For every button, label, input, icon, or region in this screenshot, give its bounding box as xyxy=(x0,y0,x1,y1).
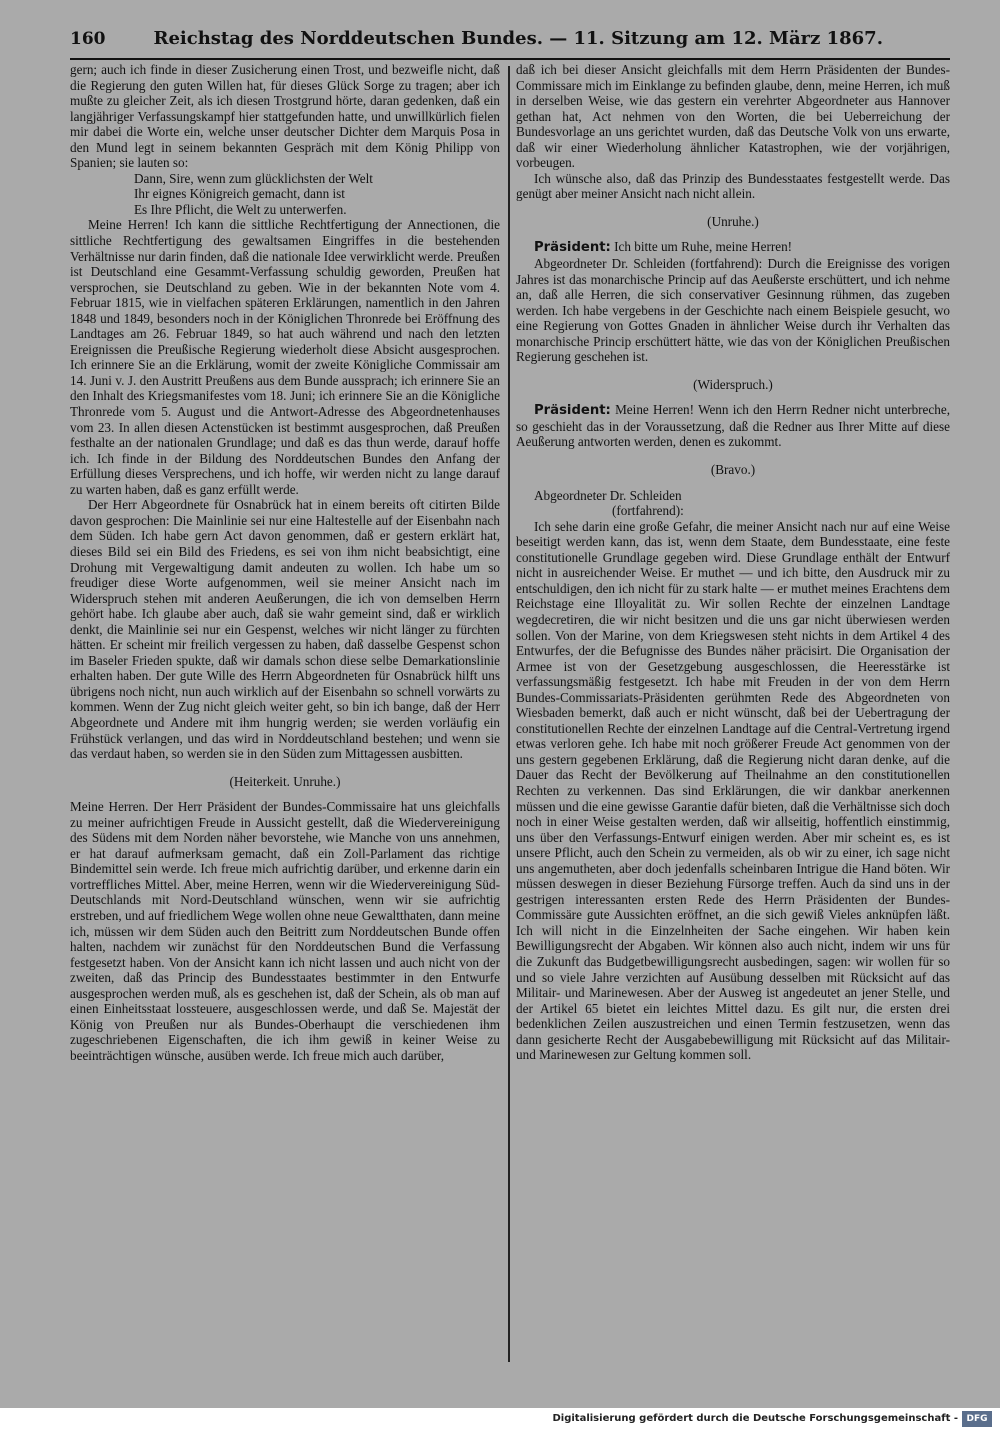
stage-direction: (Bravo.) xyxy=(710,462,756,478)
verse-line: Ihr eignes Königreich gemacht, dann ist xyxy=(134,186,345,202)
speaker-name: Präsident: xyxy=(534,240,611,256)
speaker-name: Präsident: xyxy=(534,403,611,419)
body-paragraph: Abgeordneter Dr. Schleiden xyxy=(534,487,682,503)
body-paragraph: Ich sehe darin eine große Gefahr, die meiner Ansicht nach nur auf eine Weise beseitigt werden kann, das ist, wenn dem Staate, dem Bundesstaate, eine feste constitutionelle Grundlage gegeben wird. Diese Grundlage enthält der Entwurf nicht in ausreichender Weise. Er muthet — und ich bitte, den Ausdruck mir zu entschuldigen, den ich nicht für zu stark halte — er muthet meines Erachtens dem Reichstage eine Illoyalität zu. Wir sollen Rechte der einzelnen Landtage wegdecretiren, die wir nicht besitzen und die uns gar nicht überwiesen werden sollen. Von der Marine, von dem Kriegswesen steht nichts in dem Artikel 4 des Entwurfes, der die Befugnisse des Bundes näher präcisirt. Die Organisation der Armee ist von der Gesetzgebung ausgeschlossen, die Heeresstärke ist verfassungsmäßig festgesetzt. Ich habe mit Freuden in der von dem Herrn Bundes-Commissariats-Präsidenten gerühmten Rede des Abgeordneten von Wiesbaden bemerkt, daß auch er nicht wünscht, daß bei der Uebertragung der constitutionellen Rechte der einzelnen Landtage auf die Central-Vertretung irgend etwas verloren gehe. Ich habe mit noch größerer Freude Act genommen von der uns gestern gegebenen Erklärung, daß die Regierung nicht daran denke, auf die Dauer das Recht der Bevölkerung auf Theilnahme an den constitutionellen Rechten zu verkennen. Das sind Erklärungen, die wir dankbar anerkennen müssen und die eine gewisse Garantie dafür bieten, daß die Verhältnisse sich doch noch in einer Weise gestalten werden, daß wir allseitig, hoffentlich einstimmig, uns über den Verfassungs-Entwurf einigen werden. Aber mir scheint es, es ist unsere Pflicht, auch den Schein zu vermeiden, als ob wir zu einer, ich sage nicht uns angemutheten, aber doch jedenfalls scheinbaren Intrigue die Hand böten. Wir müssen deswegen in dieser Beziehung Fürsorge treffen. Auch da sind uns in der gestrigen interessanten ersten Rede des Herrn Präsidenten der Bundes-Commissäre gute Aussichten eröffnet, an die sich gewiß Vieles anknüpfen läßt. Ich will nicht in die Einzelnheiten der Sache eingehen. Wir haben kein Bewilligungsrecht der Abgaben. Wir können also auch nicht, indem wir uns für die Zukunft das Budgetbewilligungsrecht ausbedingen, sagen: wir wollen für so und so viele Jahre verzichten auf Ausübung desselben mit Rücksicht auf das Militair- und Marinewesen. Aber der Ausweg ist angedeutet an jener Stelle, und der Artikel 65 bietet ein leichtes Mittel dazu. Es gilt nur, die ersten drei bedenklichen Zeilen auszustreichen und einen Termin festzusetzen, wenn das dann gesicherte Recht der Ausgabebewilligung mit Rücksicht auf das Militair- und Marinewesen zur Geltung kommen soll. xyxy=(516,518,950,1063)
speech-paragraph xyxy=(516,402,950,450)
body-paragraph: Abgeordneter Dr. Schleiden (fortfahrend): Durch die Ereignisse des vorigen Jahres ist das monarchische Princip auf das Aeußerste erschüttert, und ich nehme an, daß alle Herren, die sich conservativer Gesinnung rühmen, das zugeben werden. Ich habe vergebens in der Geschichte nach einem Beispiele gesucht, wo eine Regierung von Gottes Gnaden in ähnlicher Weise durch ihr Verhalten das monarchische Princip erschüttert hätte, wie das von der Königlichen Preußischen Regierung geschehen ist. xyxy=(516,256,950,365)
column-divider xyxy=(508,66,510,1362)
speech-text: Meine Herren! Wenn ich den Herrn Redner nicht unterbreche, so geschieht das in der Voraussetzung, daß die Redner aus Ihrer Mitte auf diese Aeußerung antworten werden, denen es zukommt. xyxy=(516,402,950,450)
body-paragraph: Ich wünsche also, daß das Prinzip des Bundesstaates festgestellt werde. Das genügt aber meiner Ansicht nach nicht allein. xyxy=(516,170,950,202)
stage-direction: (Heiterkeit. Unruhe.) xyxy=(229,773,341,789)
body-paragraph: daß ich bei dieser Ansicht gleichfalls mit dem Herrn Präsidenten der Bundes-Commissare mich im Einklange zu befinden glaube, denn, meine Herren, ich muß in derselben Weise, wie das gestern ein verehrter Abgeordneter aus Hannover gethan hat, Act nehmen von den Worten, die bei Ueberreichung der Bundesvorlage an uns gerichtet wurden, daß das Deutsche Volk von uns erwarte, daß wir einer Wiederholung ähnlicher Katastrophen, wie der vorjährigen, vorbeugen. xyxy=(516,62,950,171)
body-paragraph: Meine Herren! Ich kann die sittliche Rechtfertigung der Annectionen, die sittliche Rechtfertigung des gewaltsamen Eingriffes in die bestehenden Verhältnisse nur darin finden, daß die nationale Idee verwirklicht werde. Preußen ist Deutschland eine Gesammt-Verfassung schuldig geworden, Preußen hat versprochen, sie Deutschland zu geben. Wie in der bekannten Note vom 4. Februar 1815, wie in vielfachen späteren Erklärungen, namentlich in den Jahren 1848 und 1849, besonders noch in der Königlichen Thronrede bei Eröffnung des Landtages am 26. Februar 1849, so hat auch während und nach den letzten Ereignissen die Preußische Regierung wiederholt diese Absicht ausgesprochen. Ich erinnere Sie an die Erklärung, womit der zweite Königliche Commissair am 14. Juni v. J. den Austritt Preußens aus dem Bunde aussprach; ich erinnere Sie an den Inhalt des Kriegsmanifestes vom 18. Juni; ich erinnere Sie an die Königliche Thronrede vom 5. August und die Antwort-Adresse des Abgeordnetenhauses vom 23. In allen diesen Actenstücken ist bestimmt ausgesprochen, daß Preußen festhalte an der nationalen Grundlage; und daß es das thun werde, darauf hoffe ich. Ich finde in der Bildung des Norddeutschen Bundes den Anfang der Erfüllung dieses Versprechens, und ich hoffe, wir werden nicht zu lange darauf zu warten haben, daß es ganz erfüllt werde. xyxy=(70,217,500,497)
left-column xyxy=(70,62,500,1063)
speech-text: Ich bitte um Ruhe, meine Herren! xyxy=(614,239,793,255)
indented-line: (fortfahrend): xyxy=(612,503,684,519)
footer-credit: Digitalisierung gefördert durch die Deutsche Forschungsgemeinschaft - xyxy=(552,1413,958,1424)
verse-line: Es Ihre Pflicht, die Welt zu unterwerfen. xyxy=(134,201,347,217)
stage-direction: (Unruhe.) xyxy=(707,213,759,229)
right-column xyxy=(516,62,950,1063)
speech-paragraph xyxy=(516,239,950,256)
running-head xyxy=(70,28,950,60)
page-number: 160 xyxy=(70,29,106,49)
body-paragraph: Der Herr Abgeordnete für Osnabrück hat in einem bereits oft citirten Bilde davon gesprochen: Die Mainlinie sei nur eine Haltestelle auf der Eisenbahn nach dem Süden. Ich habe gern Act davon genommen, daß er gestern erklärt hat, dieses Bild sei ein Bild des Friedens, es sei von ihm nicht beabsichtigt, eine Drohung mit Vergewaltigung damit andeuten zu wollen. Ich habe um so freudiger diese Worte aufgenommen, weil sie meiner Ansicht nach im Widerspruch stehen mit anderen Aeußerungen, die ich von demselben Herrn gehört habe. Ich glaube aber auch, daß sie wahr gemeint sind, daß er wirklich denkt, die Mainlinie sei nur ein Gespenst, welches wir nicht länger zu fürchten hätten. Er scheint mir freilich vergessen zu haben, daß dasselbe Gespenst schon im Baseler Frieden spukte, daß wir damals schon diese selbe Demarkationslinie erhalten haben. Der gute Wille des Herrn Abgeordneten für Osnabrück hilft uns übrigens noch nicht, nun auch wirklich auf der Eisenbahn so schnell vorwärts zu kommen. Wenn der Zug nicht gleich weiter geht, so bin ich bange, daß der Herr Abgeordnete und Andere mit ihm hungrig werden; sie werden vorläufig ein Frühstück verlangen, und das wird in Norddeutschland bestehen; und wenn sie das verdaut haben, so werden sie in den Süden zum Mittagessen ausbitten. xyxy=(70,497,500,762)
dfg-logo: DFG xyxy=(962,1411,992,1427)
stage-direction: (Widerspruch.) xyxy=(693,376,773,392)
running-title: Reichstag des Norddeutschen Bundes. — 11. Sitzung am 12. März 1867. xyxy=(153,28,883,49)
verse-line: Dann, Sire, wenn zum glücklichsten der Welt xyxy=(134,170,373,186)
body-paragraph: gern; auch ich finde in dieser Zusicherung einen Trost, und bezweifle nicht, daß die Regierung den guten Willen hat, für dieses Glück Sorge zu tragen; aber ich mußte zu gleicher Zeit, als ich diesen Trostgrund hörte, daran gedenken, daß ein langjähriger Verfassungskampf hier stattgefunden hatte, und unwillkürlich fielen mir dabei die Worte ein, welche unser deutscher Dichter dem Marquis Posa in den Mund legt in seinem bekannten Gespräch mit dem König Philipp von Spanien; sie lauten so: xyxy=(70,62,500,171)
body-paragraph: Meine Herren. Der Herr Präsident der Bundes-Commissaire hat uns gleichfalls zu meiner aufrichtigen Freude in Aussicht gestellt, daß die Wiedervereinigung des Südens mit dem Norden näher bevorstehe, wie Manche von uns annehmen, er hat darauf aufmerksam gemacht, daß ein Zoll-Parlament das richtige Bindemittel sein werde. Ich freue mich aufrichtig darüber, und erkenne darin ein vortreffliches Mittel. Aber, meine Herren, wenn wir die Wiedervereinigung Süd-Deutschlands mit Nord-Deutschland wünschen, wenn wir sie aufrichtig erstreben, und auf friedlichem Wege wollen ohne neue Gewaltthaten, dann meine ich, müssen wir dem Süden auch den Beitritt zum Norddeutschen Bunde offen halten, nachdem wir zunächst für den Norddeutschen Bund die Verfassung festgesetzt haben. Von der Ansicht kann ich nicht lassen und auch nicht von der zweiten, daß das Princip des Bundesstaates bestimmter in den Entwurfe ausgesprochen werden muß, als es geschehen ist, daß der Schein, als ob man auf einen Einheitsstaat lossteuere, ausgeschlossen werde, und daß Se. Majestät der König von Preußen nur als Bundes-Oberhaupt die verschiedenen ihm zugeschriebenen Eigenschaften, die ich ihm gewiß in keiner Weise zu beeinträchtigen wünsche, ausüben werde. Ich freue mich auch darüber, xyxy=(70,799,500,1063)
